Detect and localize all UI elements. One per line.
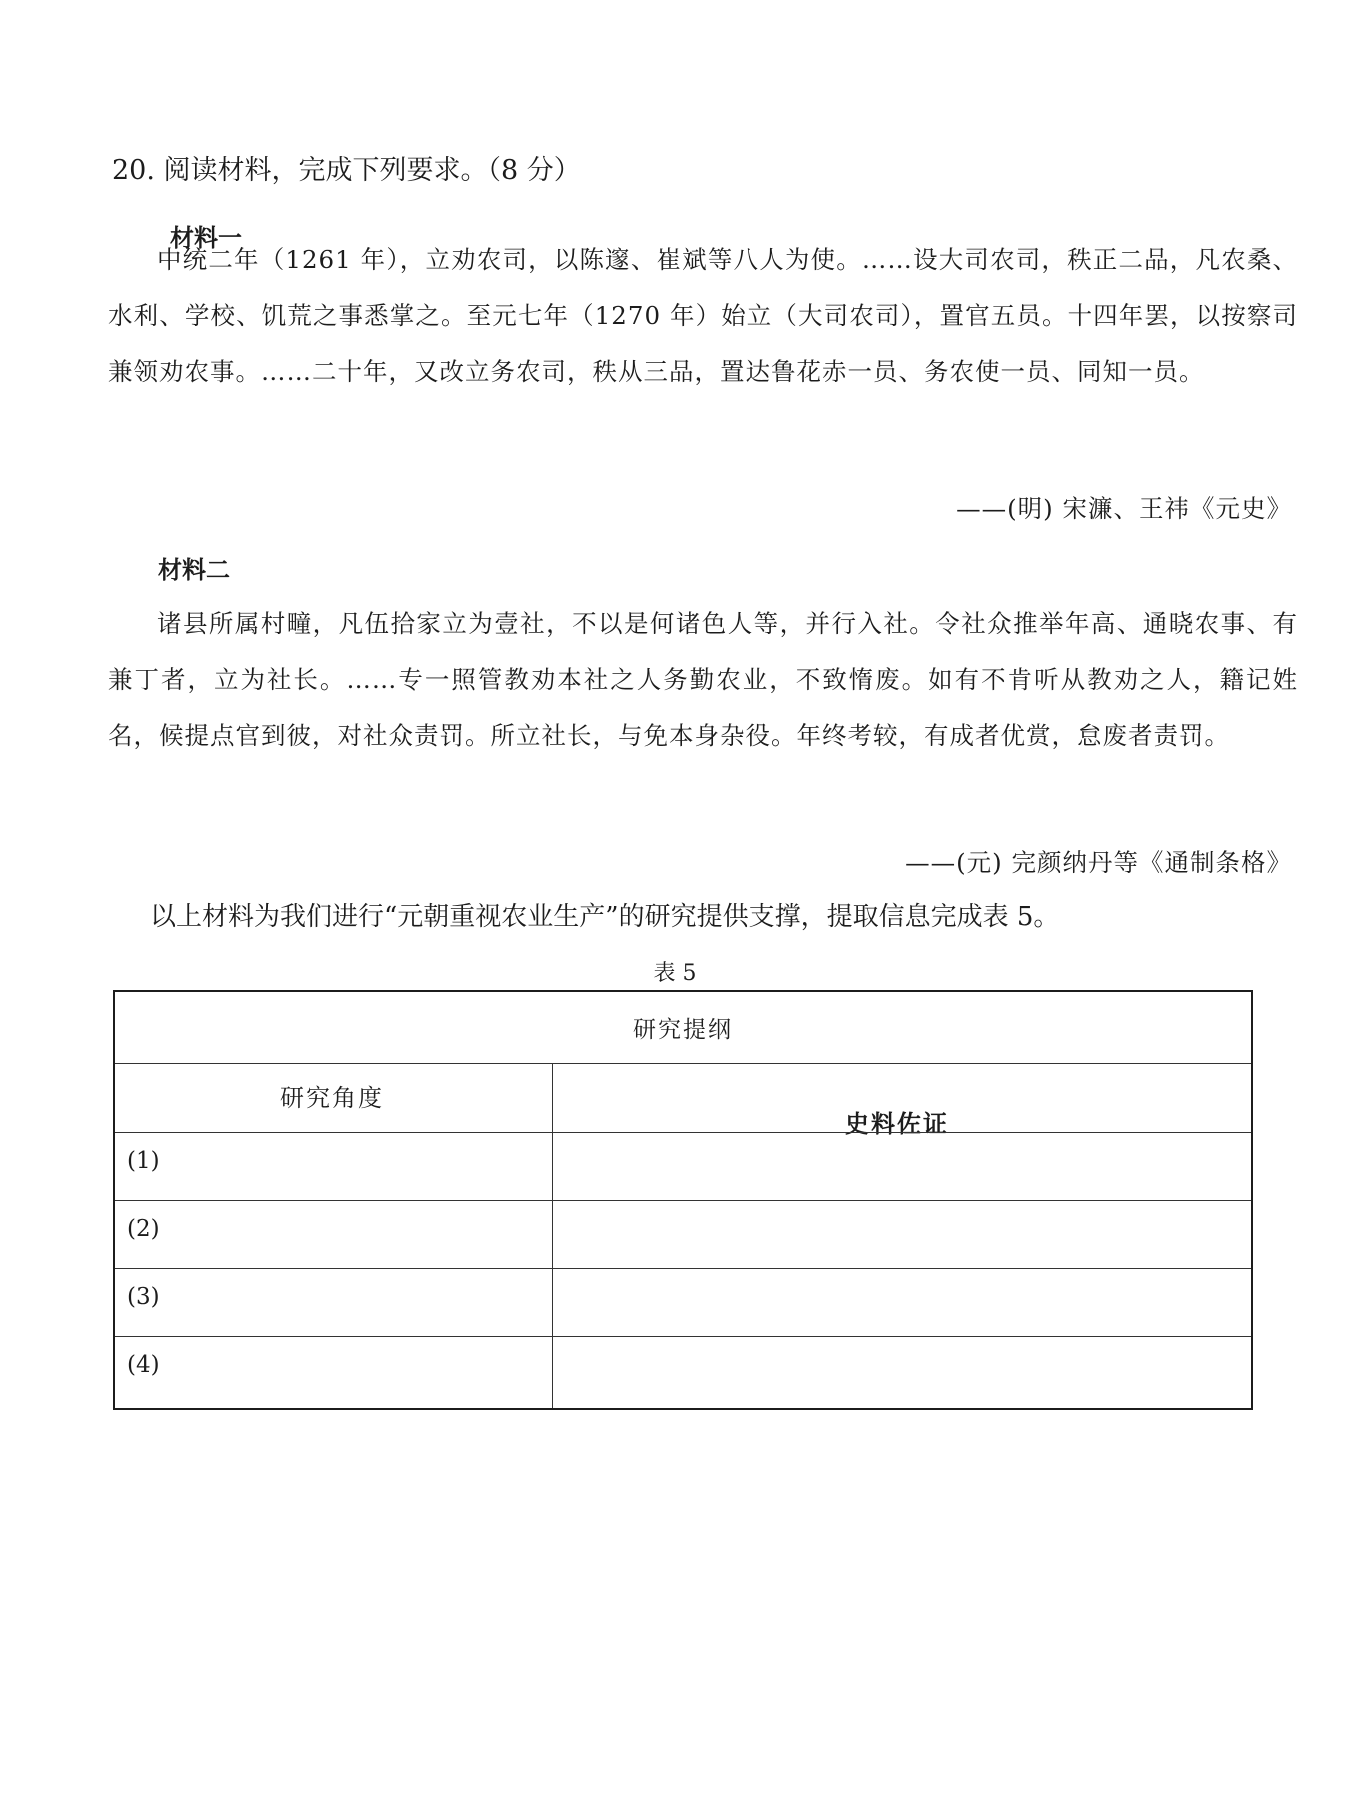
question-title: 20. 阅读材料，完成下列要求。（8 分）: [112, 155, 581, 186]
row-label-3: (3): [127, 1284, 160, 1310]
column-header-evidence: 史料佐证: [845, 1109, 949, 1138]
material-2-text: 诸县所属村疃，凡伍拾家立为壹社，不以是何诸色人等，并行入社。令社众推举年高、通晓农事、有兼丁者，立为社长。……专一照管教劝本社之人务勤农业，不致惰废。如有不肯听从教劝之人，籍记姓名，候提点官到彼，对社众责罚。所立社长，与免本身杂役。年终考较，有成者优赏，怠废者责罚。: [108, 609, 1298, 750]
table-header: 研究提纲: [115, 992, 1251, 1064]
table-caption: 表 5: [653, 961, 697, 986]
row-separator: [115, 1336, 1251, 1337]
material-1-label: 材料一: [170, 223, 242, 252]
row-separator: [115, 1200, 1251, 1201]
material-1-text: 中统二年（1261 年），立劝农司，以陈邃、崔斌等八人为使。……设大司农司，秩正二品，凡农桑、水利、学校、饥荒之事悉掌之。至元七年（1270 年）始立（大司农司），置官五员。十四年罢，以按察司兼领劝农事。……二十年，又改立务农司，秩从三品，置达鲁花赤一员、务农使一员、同知一员。: [108, 245, 1298, 386]
row-separator: [115, 1268, 1251, 1269]
research-outline-table: [113, 990, 1253, 1410]
instruction-text: 以上材料为我们进行“元朝重视农业生产”的研究提供支撑，提取信息完成表 5。: [150, 902, 1060, 932]
row-label-1: (1): [127, 1148, 160, 1174]
material-1-source: ——(明) 宋濂、王祎《元史》: [956, 494, 1292, 523]
row-label-2: (2): [127, 1216, 160, 1242]
material-2-label: 材料二: [158, 555, 230, 584]
material-2-source: ——(元) 完颜纳丹等《通制条格》: [905, 848, 1292, 877]
column-divider: [552, 1064, 553, 1408]
row-label-4: (4): [127, 1352, 160, 1378]
row-separator: [115, 1132, 1251, 1133]
column-header-angle: 研究角度: [280, 1084, 384, 1112]
